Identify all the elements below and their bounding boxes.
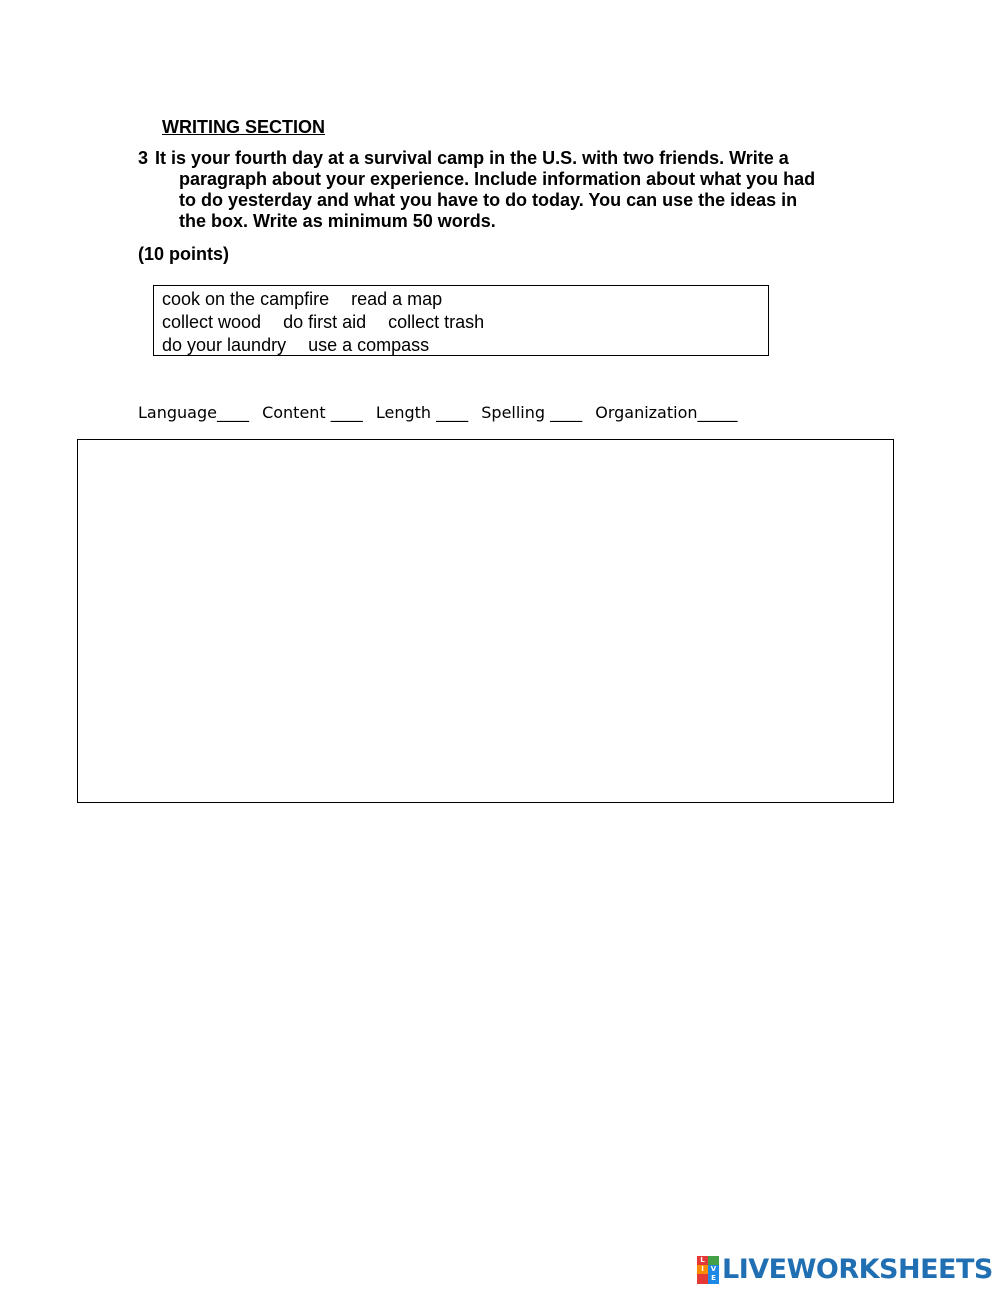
answer-textbox[interactable] (77, 439, 894, 803)
ideas-row (162, 334, 760, 357)
ideas-row (162, 288, 760, 311)
idea-item: collect trash (388, 312, 485, 332)
liveworksheets-logo (697, 1254, 993, 1285)
idea-item: read a map (351, 289, 443, 309)
points-label: (10 points) (138, 244, 230, 264)
rubric-language: Language____ (138, 403, 249, 422)
question-line: It is your fourth day at a survival camp in the U.S. with two friends. Write a (155, 148, 789, 168)
idea-item: cook on the campfire (162, 289, 330, 309)
rubric-spelling: Spelling ____ (481, 403, 583, 422)
ideas-box (153, 285, 769, 356)
logo-block: V (708, 1265, 719, 1274)
liveworksheets-wordmark: LIVEWORKSHEETS (722, 1254, 993, 1285)
logo-block: E (708, 1274, 719, 1284)
idea-item: collect wood (162, 312, 262, 332)
section-heading: WRITING SECTION (162, 117, 325, 137)
idea-item: do first aid (283, 312, 367, 332)
logo-block (697, 1274, 708, 1284)
question-line: paragraph about your experience. Include information about what you had (179, 169, 816, 189)
rubric-organization: Organization_____ (595, 403, 738, 422)
idea-item: do your laundry (162, 335, 287, 355)
question-line: to do yesterday and what you have to do today. You can use the ideas in (179, 190, 798, 210)
ideas-row (162, 311, 760, 334)
question-prompt (138, 148, 878, 232)
grading-rubric (138, 403, 746, 422)
logo-block (708, 1256, 719, 1265)
logo-block: L (697, 1256, 708, 1265)
question-text (155, 148, 878, 232)
logo-block: I (697, 1265, 708, 1274)
idea-item: use a compass (308, 335, 430, 355)
question-line: the box. Write as minimum 50 words. (179, 211, 496, 231)
rubric-length: Length ____ (375, 403, 469, 422)
rubric-content: Content ____ (262, 403, 363, 422)
liveworksheets-icon (697, 1256, 719, 1284)
question-number: 3 (138, 148, 149, 168)
